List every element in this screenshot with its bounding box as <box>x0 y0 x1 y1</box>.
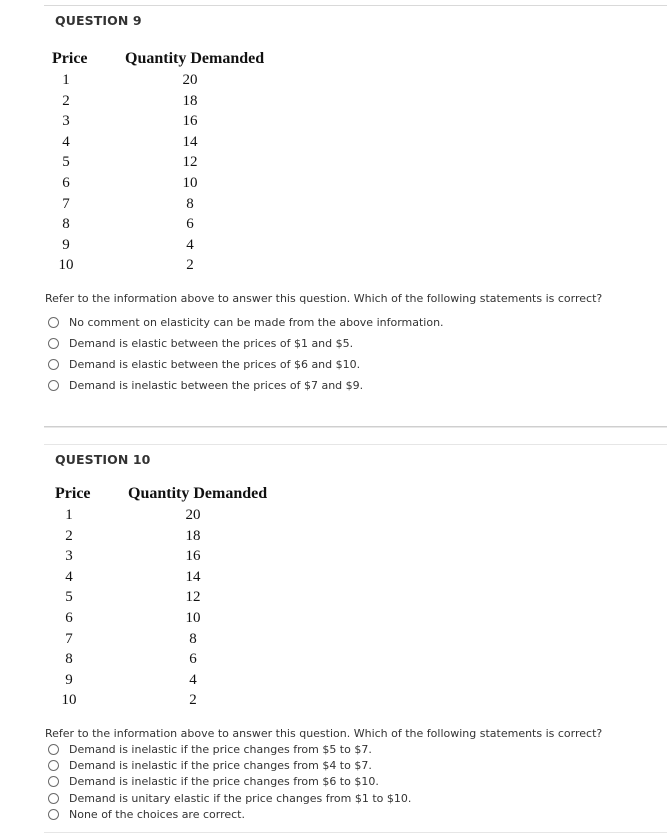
answer-option[interactable] <box>48 790 411 806</box>
price-column <box>55 505 83 711</box>
price-column <box>52 70 80 276</box>
radio-button[interactable] <box>48 744 59 755</box>
quantity-cell: 14 <box>182 133 198 150</box>
price-cell: 1 <box>62 72 70 88</box>
bottom-divider <box>44 832 667 833</box>
price-cell: 9 <box>65 671 73 688</box>
option-label: No comment on elasticity can be made from the above information. <box>69 316 444 329</box>
price-cell: 6 <box>62 174 70 191</box>
price-cell: 6 <box>65 609 73 626</box>
quantity-cell: 10 <box>185 609 201 626</box>
top-divider <box>44 5 667 6</box>
question-divider <box>44 426 667 427</box>
option-label: None of the choices are correct. <box>69 807 245 821</box>
option-label: Demand is elastic between the prices of $1 and $5. <box>69 337 354 350</box>
answer-option[interactable] <box>48 774 411 790</box>
quantity-cell: 6 <box>189 651 197 668</box>
question-9-prompt: Refer to the information above to answer this question. Which of the following statements is correct? <box>45 292 603 305</box>
option-label: Demand is inelastic if the price changes from $4 to $7. <box>69 758 372 772</box>
price-cell: 9 <box>62 236 70 253</box>
quantity-cell: 12 <box>182 154 198 171</box>
question-9-demand-table <box>52 50 292 280</box>
radio-button[interactable] <box>48 776 59 787</box>
option-label: Demand is unitary elastic if the price changes from $1 to $10. <box>69 791 412 805</box>
quantity-cell: 18 <box>185 527 201 544</box>
question-divider-lower <box>44 444 667 445</box>
quantity-header: Quantity Demanded <box>128 485 268 502</box>
answer-option[interactable] <box>48 354 444 375</box>
price-cell: 4 <box>65 568 73 585</box>
price-cell: 7 <box>65 630 73 647</box>
question-9-title: QUESTION 9 <box>55 13 142 28</box>
option-label: Demand is inelastic if the price changes from $6 to $10. <box>69 775 379 789</box>
quantity-cell: 20 <box>182 72 198 88</box>
question-10-options <box>48 741 411 822</box>
answer-option[interactable] <box>48 333 444 354</box>
quantity-cell: 4 <box>189 671 197 688</box>
price-cell: 5 <box>65 589 73 606</box>
price-cell: 8 <box>62 216 70 233</box>
price-cell: 3 <box>65 548 73 565</box>
radio-button[interactable] <box>48 760 59 771</box>
radio-button[interactable] <box>48 338 59 349</box>
price-header: Price <box>52 50 88 67</box>
price-cell: 2 <box>62 92 70 109</box>
quantity-cell: 18 <box>182 92 198 109</box>
radio-button[interactable] <box>48 793 59 804</box>
price-cell: 7 <box>62 195 70 212</box>
option-label: Demand is inelastic between the prices of $7 and $9. <box>69 379 364 392</box>
quantity-cell: 10 <box>182 174 198 191</box>
price-cell: 5 <box>62 154 70 171</box>
price-cell: 10 <box>58 257 74 274</box>
question-10-demand-table <box>55 485 295 715</box>
quantity-cell: 4 <box>186 236 194 253</box>
price-cell: 10 <box>61 692 77 709</box>
question-10-prompt: Refer to the information above to answer this question. Which of the following statements is correct? <box>45 727 603 740</box>
quantity-cell: 8 <box>189 630 197 647</box>
radio-button[interactable] <box>48 317 59 328</box>
radio-button[interactable] <box>48 809 59 820</box>
question-9-options <box>48 312 444 396</box>
quantity-column <box>176 70 204 276</box>
answer-option[interactable] <box>48 806 411 822</box>
quantity-cell: 20 <box>185 507 201 523</box>
price-cell: 1 <box>65 507 73 523</box>
quantity-cell: 6 <box>186 216 194 233</box>
price-header: Price <box>55 485 91 502</box>
answer-option[interactable] <box>48 741 411 757</box>
quantity-cell: 14 <box>185 568 201 585</box>
option-label: Demand is inelastic if the price changes from $5 to $7. <box>69 742 372 756</box>
price-cell: 2 <box>65 527 73 544</box>
quantity-cell: 8 <box>186 195 194 212</box>
option-label: Demand is elastic between the prices of $6 and $10. <box>69 358 361 371</box>
quantity-header: Quantity Demanded <box>125 50 265 67</box>
price-cell: 3 <box>62 113 70 130</box>
answer-option[interactable] <box>48 312 444 333</box>
quantity-cell: 16 <box>182 113 198 130</box>
quantity-column <box>179 505 207 711</box>
answer-option[interactable] <box>48 757 411 773</box>
quantity-cell: 16 <box>185 548 201 565</box>
price-cell: 4 <box>62 133 70 150</box>
price-cell: 8 <box>65 651 73 668</box>
answer-option[interactable] <box>48 375 444 396</box>
quantity-cell: 2 <box>189 692 197 709</box>
quantity-cell: 2 <box>186 257 194 274</box>
radio-button[interactable] <box>48 380 59 391</box>
question-10-title: QUESTION 10 <box>55 452 151 467</box>
radio-button[interactable] <box>48 359 59 370</box>
quantity-cell: 12 <box>185 589 201 606</box>
